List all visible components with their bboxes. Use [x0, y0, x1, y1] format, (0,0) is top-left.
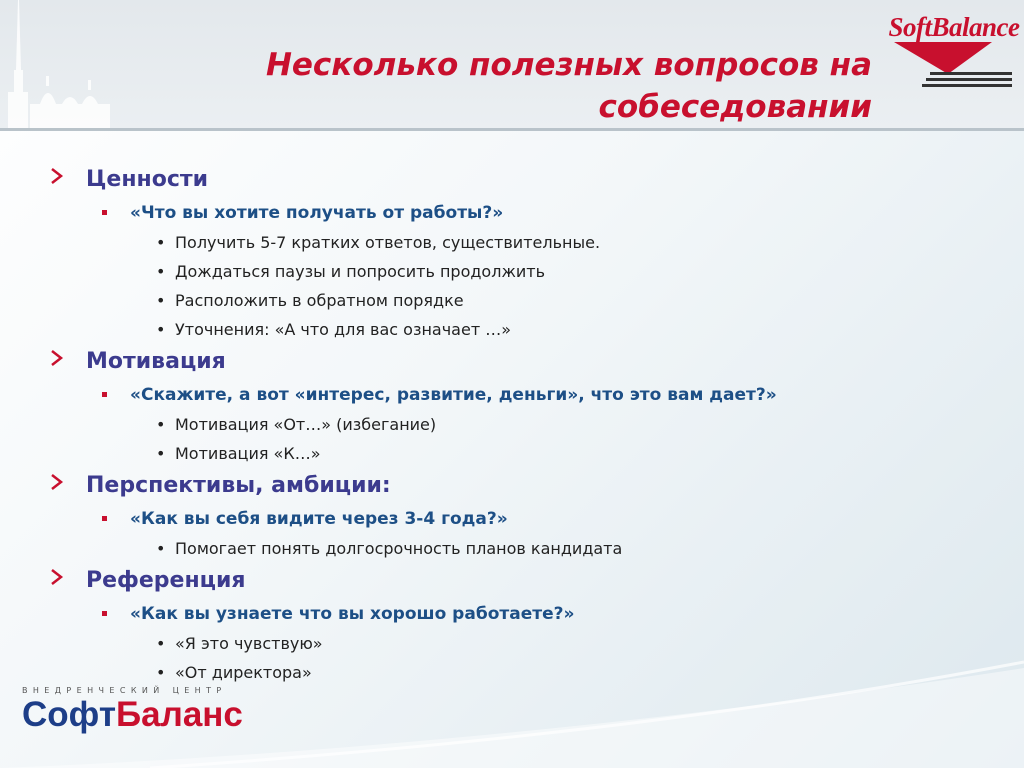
dot-bullet-icon: •: [156, 663, 166, 682]
slide-title: Несколько полезных вопросов на собеседовании: [265, 47, 872, 125]
point-text: Расположить в обратном порядке: [175, 291, 464, 310]
softbalans-brand-logo: [22, 686, 272, 735]
square-bullet-icon: [102, 516, 107, 521]
question-item: [48, 600, 1008, 630]
dot-bullet-icon: •: [156, 233, 166, 252]
dot-bullet-icon: •: [156, 291, 166, 310]
point-text: Помогает понять долгосрочность планов кандидата: [175, 539, 623, 558]
point-text: «От директора»: [175, 663, 312, 682]
slide-content: [48, 163, 1008, 688]
question-item: [48, 199, 1008, 229]
square-bullet-icon: [102, 611, 107, 616]
point-item: [48, 440, 1008, 469]
section-heading-text: Перспективы, амбиции:: [86, 473, 391, 498]
brand-name: [22, 695, 272, 735]
dot-bullet-icon: •: [156, 634, 166, 653]
point-text: Мотивация «К…»: [175, 444, 321, 463]
question-text: «Как вы себя видите через 3-4 года?»: [130, 509, 508, 529]
dot-bullet-icon: •: [156, 444, 166, 463]
question-item: [48, 505, 1008, 535]
arrow-bullet-icon: [50, 167, 64, 185]
point-text: Дождаться паузы и попросить продолжить: [175, 262, 546, 281]
section-heading-text: Мотивация: [86, 349, 226, 374]
point-item: [48, 411, 1008, 440]
brand-name-part1: Софт: [22, 695, 116, 734]
question-item: [48, 381, 1008, 411]
arrow-bullet-icon: [50, 473, 64, 491]
point-item: [48, 258, 1008, 287]
arrow-bullet-icon: [50, 349, 64, 367]
point-text: Получить 5-7 кратких ответов, существительные.: [175, 233, 601, 252]
dot-bullet-icon: •: [156, 539, 166, 558]
point-item: [48, 630, 1008, 659]
point-item: [48, 316, 1008, 345]
header-divider: [0, 128, 1024, 131]
header-band: [0, 0, 1024, 128]
dot-bullet-icon: •: [156, 262, 166, 281]
brand-name-part2: Баланс: [115, 695, 243, 734]
point-item: [48, 535, 1008, 564]
square-bullet-icon: [102, 210, 107, 215]
question-text: «Скажите, а вот «интерес, развитие, деньги», что это вам дает?»: [130, 385, 777, 405]
point-text: «Я это чувствую»: [175, 634, 323, 653]
point-text: Уточнения: «А что для вас означает …»: [175, 320, 512, 339]
dot-bullet-icon: •: [156, 320, 166, 339]
section-heading-text: Ценности: [86, 167, 209, 192]
point-text: Мотивация «От…» (избегание): [175, 415, 437, 434]
section-heading: [48, 345, 1008, 381]
section-heading-text: Референция: [86, 568, 246, 593]
dot-bullet-icon: •: [156, 415, 166, 434]
question-text: «Что вы хотите получать от работы?»: [130, 203, 504, 223]
section-heading: [48, 469, 1008, 505]
logo-arrow-icon: [890, 42, 1016, 92]
point-item: [48, 287, 1008, 316]
brand-tagline: ВНЕДРЕНЧЕСКИЙ ЦЕНТР: [22, 686, 227, 695]
section-heading: [48, 564, 1008, 600]
logo-text: SoftBalance: [888, 12, 1020, 42]
section-heading: [48, 163, 1008, 199]
softbalance-logo: [888, 12, 1020, 90]
point-item: [48, 229, 1008, 258]
arrow-bullet-icon: [50, 568, 64, 586]
city-skyline-icon: [0, 0, 110, 128]
square-bullet-icon: [102, 392, 107, 397]
question-text: «Как вы узнаете что вы хорошо работаете?»: [130, 604, 575, 624]
